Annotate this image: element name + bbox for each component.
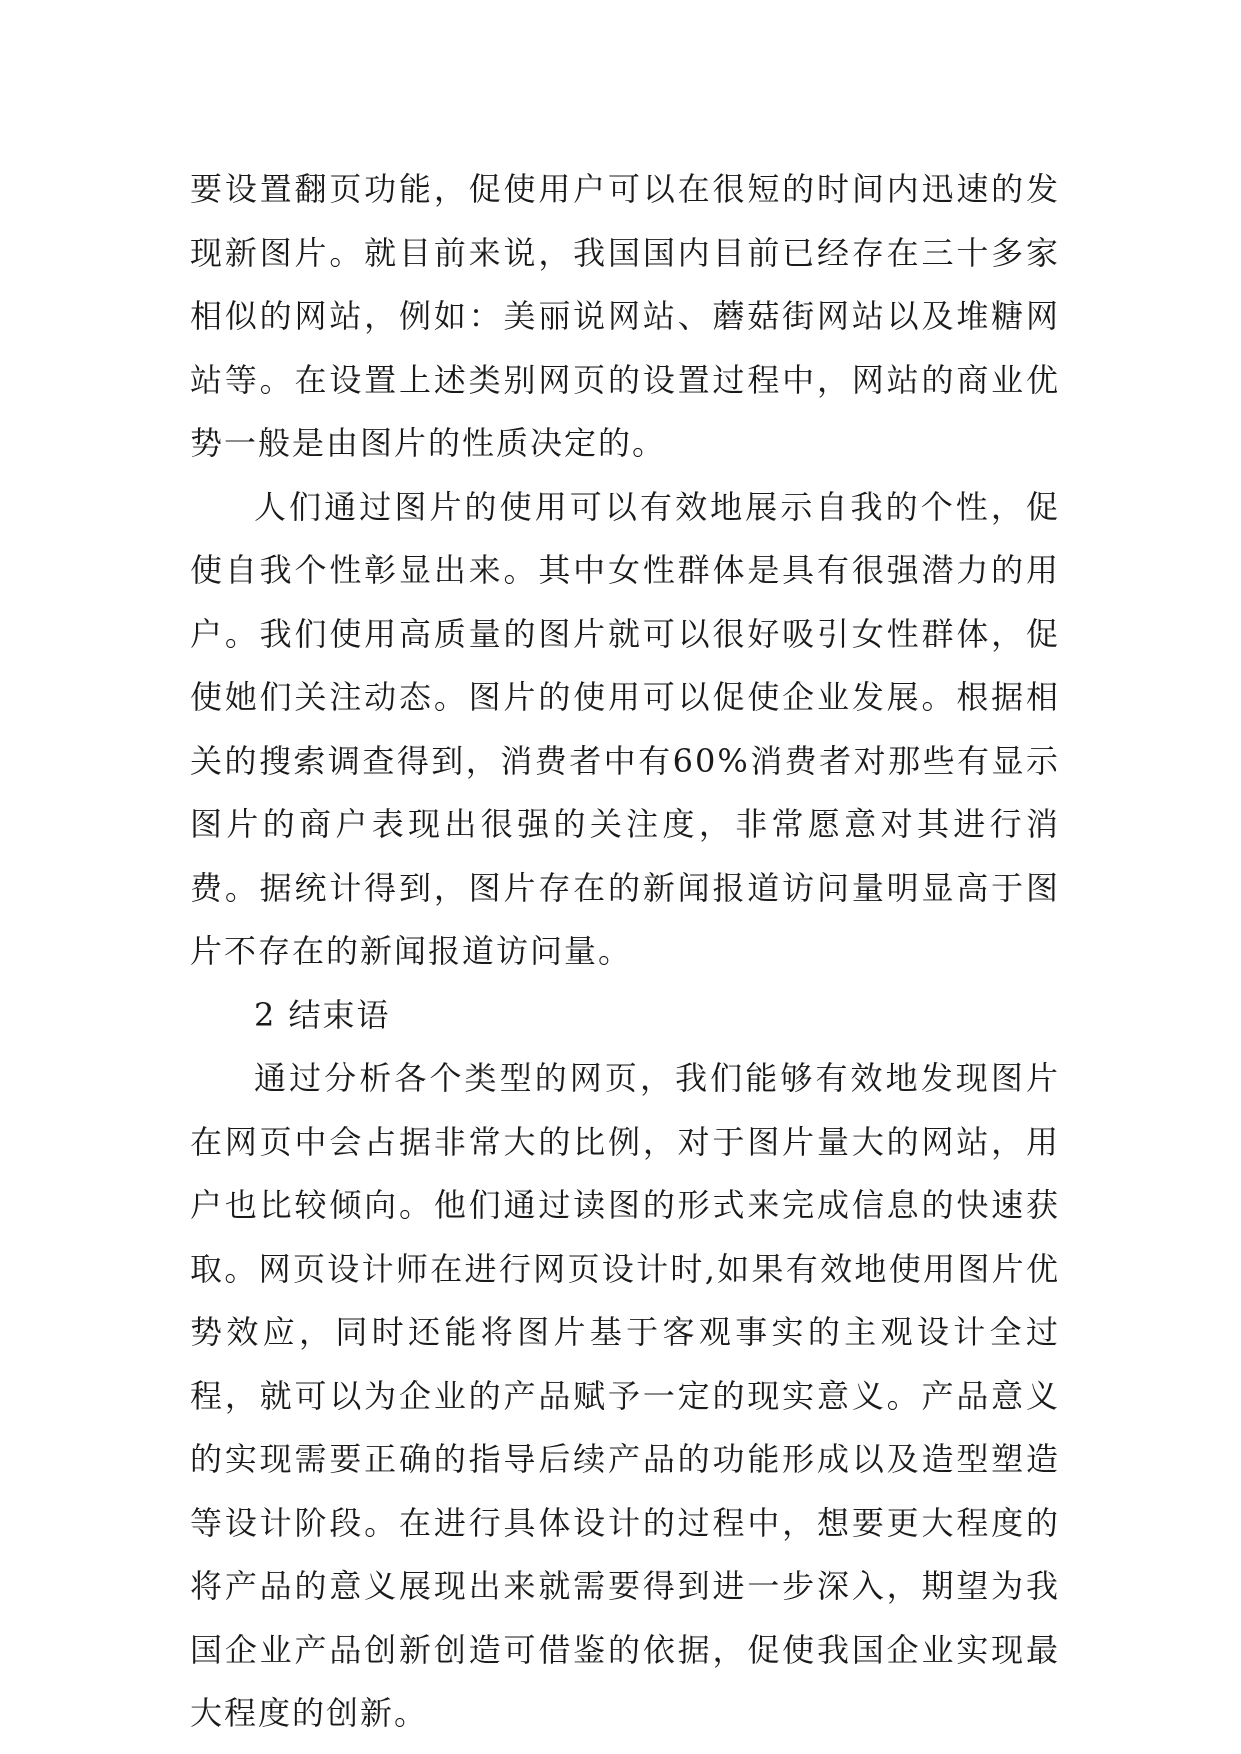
document-body [190,158,1060,1746]
section-heading-conclusion: 2 结束语 [254,995,391,1034]
paragraph-image-personality: 人们通过图片的使用可以有效地展示自我的个性，促使自我个性彰显出来。其中女性群体是具有很强潜力的用户。我们使用高质量的图片就可以很好吸引女性群体，促使她们关注动态。图片的使用可以促使企业发展。根据相关的搜索调查得到，消费者中有60%消费者对那些有显示图片的商户表现出很强的关注度，非常愿意对其进行消费。据统计得到，图片存在的新闻报道访问量明显高于图片不存在的新闻报道访问量。 [190,487,1060,970]
paragraph-conclusion: 通过分析各个类型的网页，我们能够有效地发现图片在网页中会占据非常大的比例，对于图片量大的网站，用户也比较倾向。他们通过读图的形式来完成信息的快速获取。网页设计师在进行网页设计时,如果有效地使用图片优势效应，同时还能将图片基于客观事实的主观设计全过程，就可以为企业的产品赋予一定的现实意义。产品意义的实现需要正确的指导后续产品的功能形成以及造型塑造等设计阶段。在进行具体设计的过程中，想要更大程度的将产品的意义展现出来就需要得到进一步深入，期望为我国企业产品创新创造可借鉴的依据，促使我国企业实现最大程度的创新。 [190,1059,1060,1732]
paragraph-page-continuation: 要设置翻页功能，促使用户可以在很短的时间内迅速的发现新图片。就目前来说，我国国内目前已经存在三十多家相似的网站，例如：美丽说网站、蘑菇街网站以及堆糖网站等。在设置上述类别网页的设置过程中，网站的商业优势一般是由图片的性质决定的。 [190,170,1060,462]
